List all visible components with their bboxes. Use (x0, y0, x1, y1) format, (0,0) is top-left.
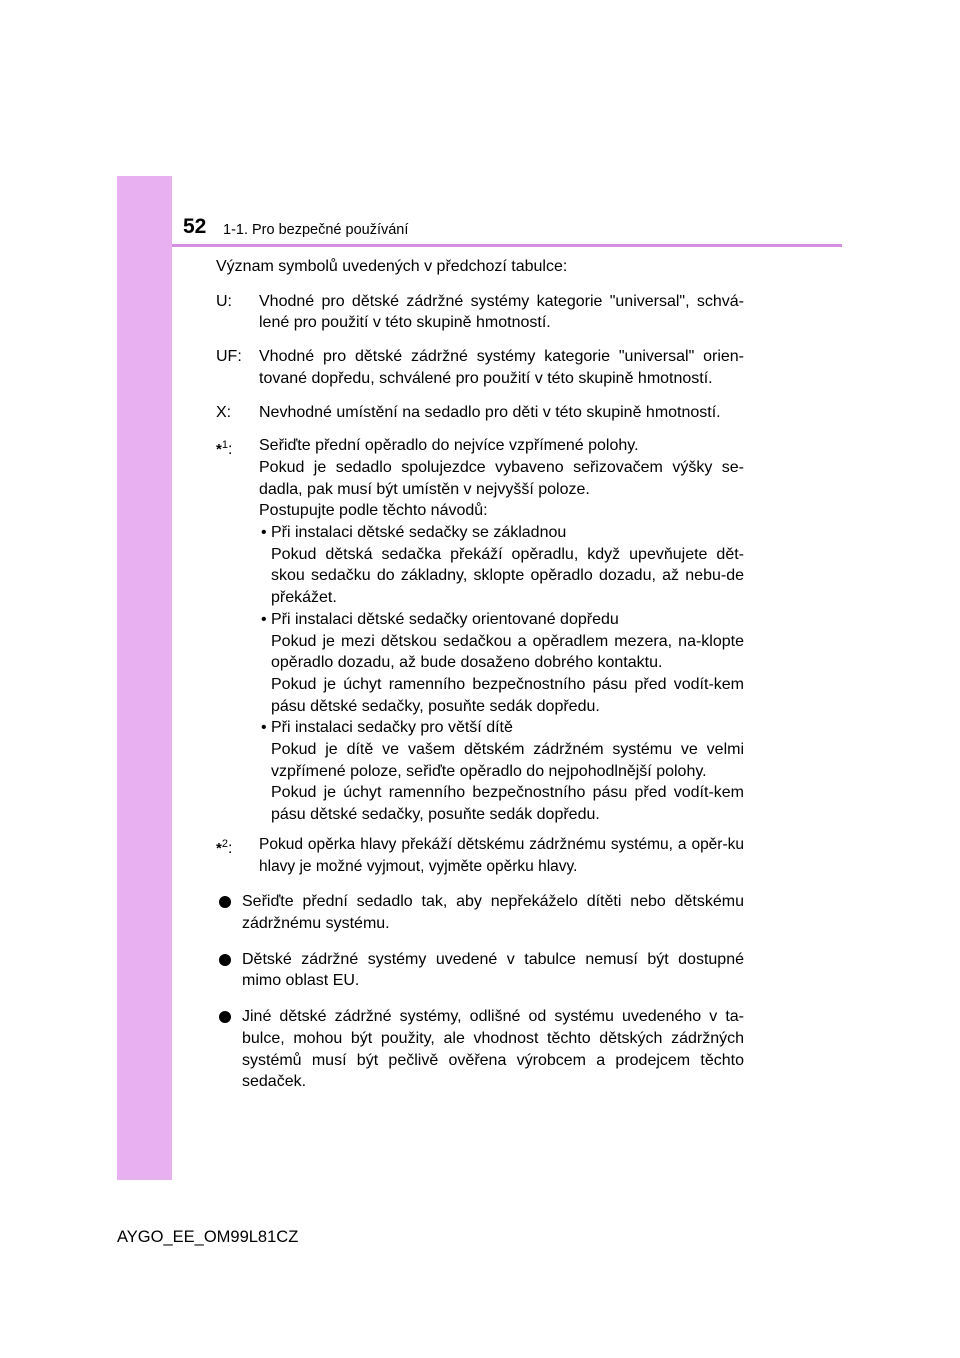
bullet-dot-icon: • (261, 719, 267, 737)
bullet-dot-icon: • (261, 524, 267, 542)
bullet-circle-icon (219, 1011, 231, 1023)
main-bullet-text: Seřiďte přední sedadlo tak, aby nepřekáželo dítěti nebo dětskému zádržnému systému. (242, 893, 744, 932)
bullet-dot-icon: • (261, 610, 267, 628)
definition-uf (216, 346, 744, 389)
main-bullet (216, 891, 744, 934)
definition-key: UF: (216, 348, 242, 366)
footnote-1 (216, 435, 744, 826)
footnote-marker: *$^2$: (216, 837, 233, 857)
sub-bullet (259, 717, 744, 826)
symbols-intro: Význam symbolů uvedených v předchozí tabulce: (216, 258, 568, 275)
sub-bullet (259, 522, 744, 609)
main-bullet-text: Jiné dětské zádržné systémy, odlišné od systému uvedeného v ta-bulce, mohou být použity, ale vhodnost těchto dětských zádržných systémů musí být pečlivě ověřena výrobcem a prodejcem těchto sedaček. (242, 1008, 744, 1091)
sub-bullet-text: Pokud je úchyt ramenního bezpečnostního pásu před vodít-kem pásu dětské sedačky, posuňte sedák dopředu. (271, 675, 744, 715)
bullet-circle-icon (219, 896, 231, 908)
definition-x (216, 402, 744, 424)
footnote-text: Pokud opěrka hlavy překáží dětskému zádržnému systému, a opěr-ku hlavy je možné vyjmout, vyjměte opěrku hlavy. (259, 835, 744, 875)
page-number: 52 (183, 215, 207, 238)
sub-bullet-title: Při instalaci dětské sedačky orientované dopředu (271, 610, 619, 628)
definition-key: U: (216, 292, 232, 310)
main-bullet (216, 1006, 744, 1093)
main-bullet (216, 949, 744, 992)
sub-bullet-text: Pokud je úchyt ramenního bezpečnostního pásu před vodít-kem pásu dětské sedačky, posuňte sedák dopředu. (271, 784, 744, 824)
sub-bullet-text: Pokud je mezi dětskou sedačkou a opěradlem mezera, na-klopte opěradlo dozadu, až bude dosaženo dobrého kontaktu. (271, 632, 744, 672)
sub-bullet-title: Při instalaci dětské sedačky se základnou (271, 524, 567, 542)
sub-bullet-text: Pokud dětská sedačka překáží opěradlu, když upevňujete dět-skou sedačku do základny, sklopte opěradlo dozadu, až nebu-de překážet. (271, 545, 744, 607)
document-code: AYGO_EE_OM99L81CZ (117, 1228, 299, 1246)
sub-bullet-text: Pokud je dítě ve vašem dětském zádržném systému ve velmi vzpřímené poloze, seřiďte opěradlo do nejpohodlnější polohy. (271, 741, 744, 780)
definition-u (216, 291, 744, 334)
definition-text: Nevhodné umístění na sedadlo pro děti v této skupině hmotností. (259, 403, 721, 421)
footnote-line: Pokud je sedadlo spolujezdce vybaveno seřizovačem výšky se-dadla, pak musí být umístěn v nejvyšší poloze. (259, 458, 744, 498)
footnote-2 (216, 834, 744, 877)
footnote-marker: *$^1$: (216, 439, 233, 459)
side-tab-band (117, 176, 172, 1180)
sub-bullet-title: Při instalaci sedačky pro větší dítě (271, 719, 513, 737)
main-bullet-text: Dětské zádržné systémy uvedené v tabulce nemusí být dostupné mimo oblast EU. (242, 950, 744, 990)
definition-key: X: (216, 403, 232, 421)
section-title: 1-1. Pro bezpečné používání (223, 222, 409, 238)
footnote-line: Seřiďte přední opěradlo do nejvíce vzpřímené polohy. (259, 437, 639, 455)
bullet-circle-icon (219, 954, 231, 966)
definition-text: Vhodné pro dětské zádržné systémy kategorie "universal", schvá-lené pro použití v této skupině hmotností. (259, 292, 744, 332)
definition-text: Vhodné pro dětské zádržné systémy kategorie "universal" orien-tované dopředu, schválené pro použití v této skupině hmotností. (259, 348, 744, 387)
page-content (216, 256, 744, 1093)
sub-bullet (259, 609, 744, 718)
footnote-line: Postupujte podle těchto návodů: (259, 502, 488, 520)
header-divider (172, 244, 842, 247)
